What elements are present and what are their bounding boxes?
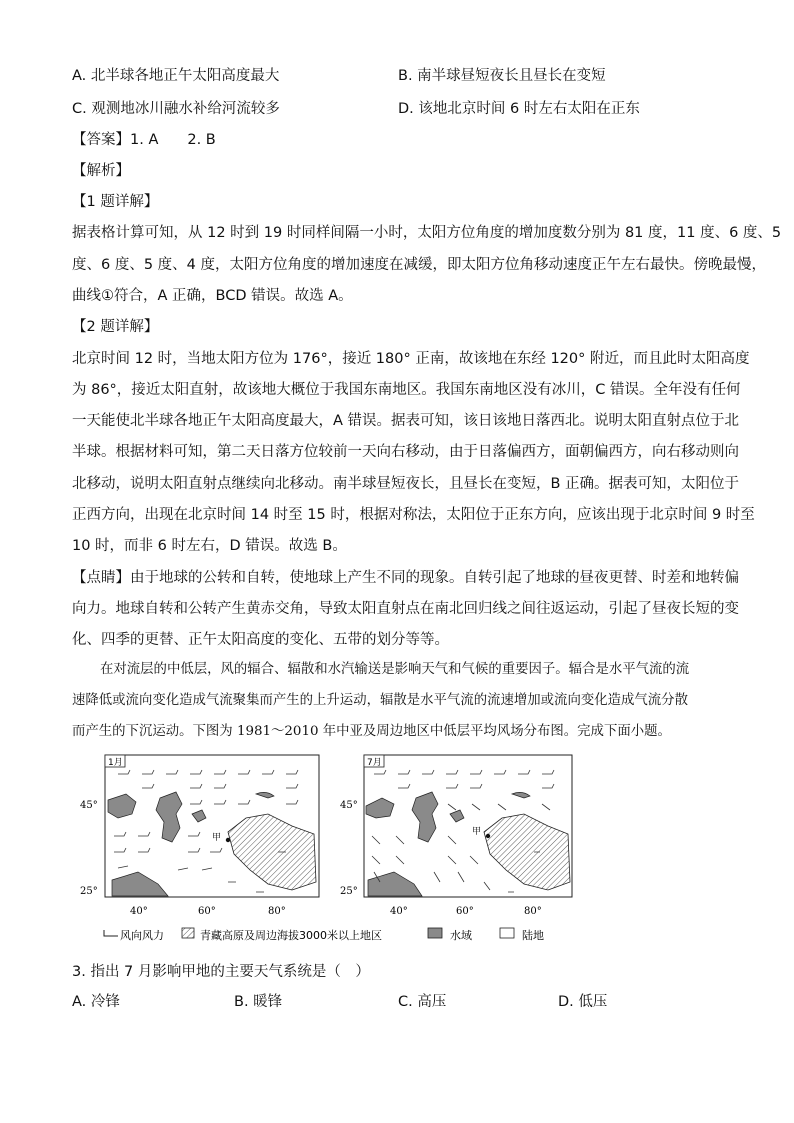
lat-25-jan: 25° [80,886,98,897]
material-line-1: 在对流层的中低层，风的辐合、辐散和水汽输送是影响天气和气候的重要因子。辐合是水平气流的流 [100,662,690,677]
q2-line-2: 为 86°，接近太阳直射，故该地大概位于我国东南地区。我国东南地区没有冰川，C 错误。全年没有任何 [72,382,741,398]
place-label-jul: 甲 [472,827,482,837]
dianjing-label: 【点睛】 [72,570,130,586]
dianjing-line-1 [72,568,762,588]
legend-wind-label: 风向风力 [120,929,164,942]
map-january [80,755,319,917]
q2-line-6: 正西方向，出现在北京时间 14 时至 15 时，根据对称法，太阳位于正东方向，应该出现于北京时间 9 时至 [72,507,755,523]
q3-stem: 3. 指出 7 月影响甲地的主要天气系统是（ ） [72,964,370,980]
lat-45-jul: 45° [340,800,358,811]
wind-field-figure [78,752,578,952]
lon-80-jan: 80° [268,906,286,917]
dianjing-text-1: 由于地球的公转和自转，使地球上产生不同的现象。自转引起了地球的昼夜更替、时差和地转偏 [130,570,739,586]
legend-plateau-icon [182,928,194,938]
q2-line-7: 10 时，而非 6 时左右，D 错误。故选 B。 [72,538,347,554]
lat-45-jan: 45° [80,800,98,811]
legend-land-icon [500,928,514,938]
lon-60-jan: 60° [198,906,216,917]
q2-line-3: 一天能使北半球各地正午太阳高度最大，A 错误。据表可知，该日该地日落西北。说明太阳直射点位于北 [72,413,740,429]
q2-option-b: B. 南半球昼短夜长且昼长在变短 [398,68,606,84]
lat-25-jul: 25° [340,886,358,897]
q2-line-4: 半球。根据材料可知，第二天日落方位较前一天向右移动，由于日落偏西方，面朝偏西方，向右移动则向 [72,444,739,460]
q1-line-1: 据表格计算可知，从 12 时到 19 时同样间隔一小时，太阳方位角度的增加度数分别为 81 度，11 度、6 度、5 [72,225,782,241]
lon-40-jul: 40° [390,906,408,917]
lon-40-jan: 40° [130,906,148,917]
q2-option-c: C. 观测地冰川融水补给河流较多 [72,101,280,117]
figure-legend [104,928,544,942]
answer-text: 1. A 2. B [130,132,216,148]
place-marker-jul [486,834,490,838]
legend-water-label: 水域 [450,929,472,942]
map-jul-label: 7月 [367,758,382,768]
answer-line [72,130,762,150]
analysis-label: 【解析】 [72,163,130,179]
lon-80-jul: 80° [524,906,542,917]
q3-option-b: B. 暖锋 [234,994,283,1010]
q2-line-5: 北移动，说明太阳直射点继续向北移动。南半球昼短夜长，且昼长在变短，B 正确。据表可知，太阳位于 [72,476,740,492]
dianjing-line-2: 向力。地球自转和公转产生黄赤交角，导致太阳直射点在南北回归线之间往返运动，引起了昼夜长短的变 [72,601,739,617]
place-marker-jan [226,838,230,842]
wind-field-svg [78,752,578,952]
map-july [340,755,572,917]
material-line-3: 而产生的下沉运动。下图为 1981～2010 年中亚及周边地区中低层平均风场分布图。完成下面小题。 [72,724,671,739]
q2-option-d: D. 该地北京时间 6 时左右太阳在正东 [398,101,640,117]
q1-line-2: 度、6 度、5 度、4 度，太阳方位角度的增加速度在减缓，即太阳方位角移动速度正午左右最快。傍晚最慢， [72,257,766,273]
q3-option-c: C. 高压 [398,994,447,1010]
q3-option-d: D. 低压 [558,994,608,1010]
q2-line-1: 北京时间 12 时，当地太阳方位为 176°，接近 180° 正南，故该地在东经 120° 附近，而且此时太阳高度 [72,351,750,367]
legend-land-label: 陆地 [522,929,544,942]
q3-option-a: A. 冷锋 [72,994,120,1010]
material-line-2: 速降低或流向变化造成气流聚集而产生的上升运动，辐散是水平气流的流速增加或流向变化造成气流分散 [72,693,688,708]
lon-60-jul: 60° [456,906,474,917]
answer-label: 【答案】 [72,132,130,148]
legend-plateau-label: 青藏高原及周边海拔3000米以上地区 [200,929,382,942]
q2-label: 【2 题详解】 [72,319,159,335]
legend-water-icon [428,928,442,938]
q1-label: 【1 题详解】 [72,194,159,210]
q1-line-3: 曲线①符合，A 正确，BCD 错误。故选 A。 [72,288,353,304]
dianjing-line-3: 化、四季的更替、正午太阳高度的变化、五带的划分等等。 [72,632,449,648]
q2-option-a: A. 北半球各地正午太阳高度最大 [72,68,280,84]
map-jan-label: 1月 [108,758,123,768]
place-label-jan: 甲 [212,833,222,843]
legend-wind-icon [104,930,118,936]
